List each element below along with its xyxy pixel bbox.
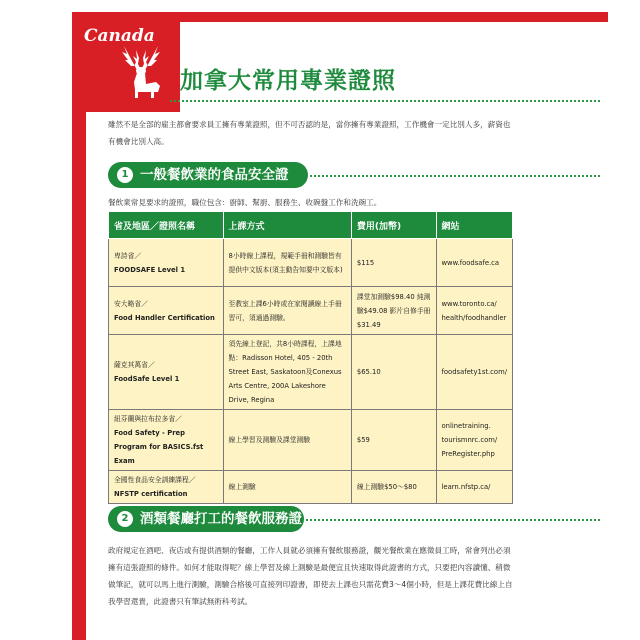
- col-header-fee: 費用(加幣): [351, 212, 436, 239]
- cell-method: 線上學習及測驗及課堂測驗: [223, 410, 351, 471]
- cell-site: www.toronto.ca/ health/foodhandler: [436, 287, 513, 335]
- brand-label: Canada: [84, 26, 155, 46]
- cell-fee: $65.10: [351, 335, 436, 410]
- cell-fee: 課堂加測驗$98.40 純測驗$49.08 影片自修手冊$31.49: [351, 287, 436, 335]
- cert-table: [108, 211, 513, 504]
- region-name: 卑詩省／: [114, 251, 142, 260]
- col-header-site: 網站: [436, 212, 513, 239]
- cell-site: onlinetraining. tourismnrc.com/ PreRegister.php: [436, 410, 513, 471]
- cell-fee: 線上測驗$50～$80: [351, 471, 436, 504]
- table-row: [109, 335, 513, 410]
- cell-site: foodsafety1st.com/: [436, 335, 513, 410]
- cell-fee: $115: [351, 239, 436, 287]
- deer-icon: [116, 44, 166, 100]
- table-row: [109, 239, 513, 287]
- cell-method: 8小時線上課程，規範手冊和測驗皆有提供中文版本(須主動告知要中文版本): [223, 239, 351, 287]
- cell-method: 線上測驗: [223, 471, 351, 504]
- cell-method: 至教室上課6小時或在家閱讀線上手冊習可，須通過測驗。: [223, 287, 351, 335]
- cell-method: 須先線上登記，共8小時課程，上課地點：Radisson Hotel, 405 - 20th Street East, Saskatoon及Conexus Arts Centre, 200A Lakeshore Drive, Regina: [223, 335, 351, 410]
- cert-name: FoodSafe Level 1: [114, 375, 180, 383]
- cert-name: Food Safety - Prep Program for BASICS.fst Exam: [114, 429, 204, 465]
- section1-subtitle: 餐飲業常見要求的證照，職位包含：廚師、幫廚、服務生、收碗盤工作和洗碗工。: [108, 198, 382, 207]
- cell-region: [109, 410, 224, 471]
- cell-fee: $59: [351, 410, 436, 471]
- cell-site: learn.nfstp.ca/: [436, 471, 513, 504]
- title-divider: [170, 100, 600, 102]
- section2-title: 酒類餐廳打工的餐飲服務證: [140, 511, 302, 527]
- region-name: 薩克其萬省／: [114, 361, 155, 369]
- section1-title: 一般餐飲業的食品安全證: [140, 167, 289, 183]
- section2-paragraph: 政府規定在酒吧、夜店或有提供酒類的餐廳，工作人員就必須擁有餐飲服務證，觀光餐飲業在應徵員工時，常會列出必須擁有這張證照的條件。如何才能取得呢？線上學習及線上測驗是最便宜且快速取得此證書的方式，只要把內容讀懂、稍微做筆記，就可以馬上進行測驗，測驗合格後可直接列印證書，即使去上課也只需花費3～4個小時，但是上課花費比線上自我學習還貴，此證書只有筆試無術科考試。: [108, 546, 513, 606]
- section2-divider: [306, 519, 600, 521]
- col-header-method: 上課方式: [223, 212, 351, 239]
- cert-name: FOODSAFE Level 1: [114, 265, 186, 274]
- cell-region: [109, 335, 224, 410]
- table-row: [109, 410, 513, 471]
- intro-paragraph: 雖然不是全部的雇主都會要求員工擁有專業證照，但不可否認的是，當你擁有專業證照，工作機會一定比別人多，薪資也有機會比別人高。: [108, 120, 511, 146]
- col-header-region: 省及地區／證照名稱: [109, 212, 224, 239]
- cell-region: [109, 239, 224, 287]
- cert-name: Food Handler Certification: [114, 313, 215, 322]
- table-row: [109, 287, 513, 335]
- section2-heading: [108, 506, 304, 532]
- region-name: 安大略省／: [114, 299, 148, 308]
- page-title: 加拿大常用專業證照: [180, 68, 396, 94]
- cell-site: www.foodsafe.ca: [436, 239, 513, 287]
- section2-number: 2: [117, 511, 133, 527]
- cert-name: NFSTP certification: [114, 490, 188, 498]
- section1-heading: [108, 162, 308, 188]
- table-header-row: [109, 212, 513, 239]
- region-name: 全國性食品安全訓練課程／: [114, 476, 196, 484]
- section1-divider: [310, 175, 600, 177]
- section1-number: 1: [117, 167, 133, 183]
- region-name: 紐芬蘭與拉布拉多省／: [114, 415, 182, 423]
- cell-region: [109, 471, 224, 504]
- cell-region: [109, 287, 224, 335]
- table-row: [109, 471, 513, 504]
